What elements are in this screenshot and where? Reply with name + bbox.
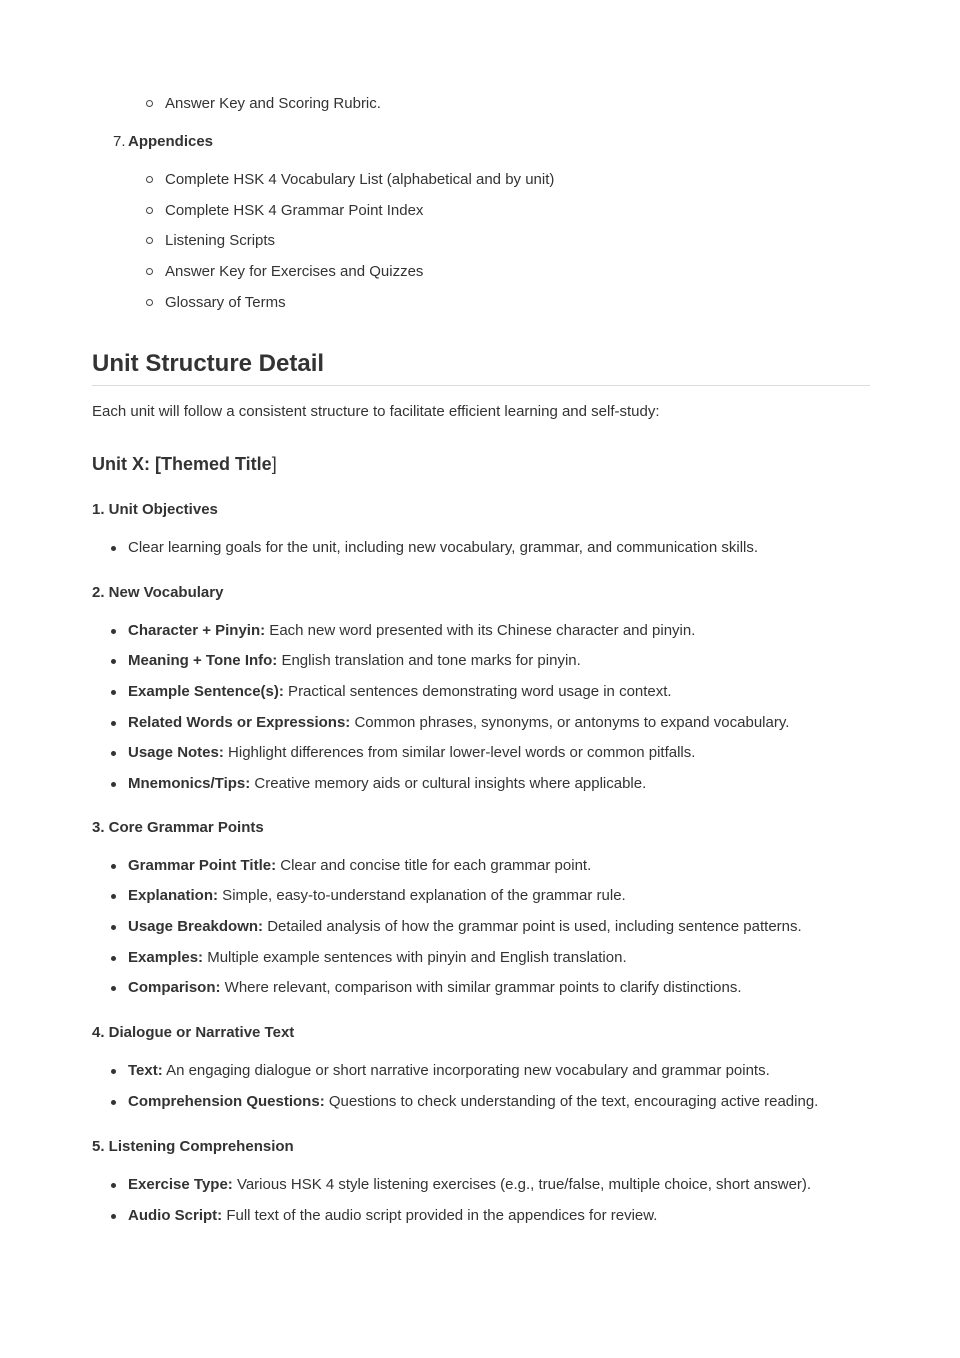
item-label: Mnemonics/Tips:	[128, 775, 251, 792]
item-text: Questions to check understanding of the text, encouraging active reading.	[324, 1093, 819, 1110]
disc-bullet	[111, 986, 116, 991]
list-item	[128, 682, 672, 702]
item-text: Practical sentences demonstrating word usage in context.	[283, 683, 672, 700]
item-label: Related Words or Expressions:	[128, 714, 351, 731]
item-label: Example Sentence(s):	[128, 683, 284, 700]
list-item	[128, 713, 789, 733]
item-label: Comprehension Questions:	[128, 1093, 325, 1110]
item-text: Clear learning goals for the unit, including new vocabulary, grammar, and communication skills.	[128, 539, 759, 556]
disc-bullet	[111, 1214, 116, 1219]
item-text: Multiple example sentences with pinyin and English translation.	[203, 949, 627, 966]
list-item	[128, 621, 695, 641]
list-item	[128, 538, 758, 558]
list-item	[128, 1092, 818, 1112]
circle-bullet	[146, 207, 153, 214]
list-item	[128, 856, 591, 876]
item-label: Text:	[128, 1062, 163, 1079]
item-text: Full text of the audio script provided in the appendices for review.	[222, 1207, 658, 1224]
list-item	[128, 886, 626, 906]
item-text: An engaging dialogue or short narrative incorporating new vocabulary and grammar points.	[162, 1062, 770, 1079]
list-item	[128, 1061, 770, 1081]
circle-bullet	[146, 268, 153, 275]
list-item	[128, 978, 742, 998]
section-title: Unit Structure Detail	[92, 350, 325, 377]
disc-bullet	[111, 751, 116, 756]
disc-bullet	[111, 956, 116, 961]
subsection-heading: 2. New Vocabulary	[92, 584, 224, 601]
subsection-heading: 1. Unit Objectives	[92, 501, 218, 518]
disc-bullet	[111, 1069, 116, 1074]
circle-bullet	[146, 299, 153, 306]
disc-bullet	[111, 864, 116, 869]
section-intro: Each unit will follow a consistent structure to facilitate efficient learning and self-study:	[92, 403, 660, 420]
unit-title-prefix: Unit X: [	[92, 454, 161, 474]
subsection-heading: 3. Core Grammar Points	[92, 819, 264, 836]
item-label: Explanation:	[128, 887, 219, 904]
list-item	[128, 1206, 657, 1226]
list-item	[128, 1175, 811, 1195]
disc-bullet	[111, 894, 116, 899]
item-label: Meaning + Tone Info:	[128, 652, 278, 669]
sub-list-item: Answer Key and Scoring Rubric.	[165, 95, 381, 112]
item-label: Exercise Type:	[128, 1176, 233, 1193]
item-label: Comparison:	[128, 979, 221, 996]
item-text: English translation and tone marks for pinyin.	[277, 652, 581, 669]
item-label: Character + Pinyin:	[128, 622, 266, 639]
item-label: Examples:	[128, 949, 204, 966]
item-text: Where relevant, comparison with similar grammar points to clarify distinctions.	[220, 979, 742, 996]
circle-bullet	[146, 100, 153, 107]
item-label: Audio Script:	[128, 1207, 223, 1224]
item-label: Usage Notes:	[128, 744, 224, 761]
item-text: Detailed analysis of how the grammar point is used, including sentence patterns.	[263, 918, 802, 935]
list-item	[128, 948, 627, 968]
list-item	[128, 651, 581, 671]
subsection-heading: 4. Dialogue or Narrative Text	[92, 1024, 295, 1041]
item-text: Creative memory aids or cultural insights where applicable.	[250, 775, 647, 792]
item-text: Simple, easy-to-understand explanation of the grammar rule.	[218, 887, 626, 904]
disc-bullet	[111, 690, 116, 695]
item-text: Various HSK 4 style listening exercises (e.g., true/false, multiple choice, short answer).	[232, 1176, 812, 1193]
item-text: Clear and concise title for each grammar point.	[276, 857, 592, 874]
list-item	[128, 774, 646, 794]
ordered-list-number: 7.	[113, 133, 126, 150]
item-label: Grammar Point Title:	[128, 857, 277, 874]
list-item	[128, 743, 695, 763]
disc-bullet	[111, 1183, 116, 1188]
subsection-heading: 5. Listening Comprehension	[92, 1138, 294, 1155]
circle-bullet	[146, 237, 153, 244]
disc-bullet	[111, 659, 116, 664]
section-divider	[92, 385, 870, 386]
disc-bullet	[111, 721, 116, 726]
sub-list-item: Complete HSK 4 Vocabulary List (alphabetical and by unit)	[165, 171, 555, 188]
sub-list-item: Complete HSK 4 Grammar Point Index	[165, 202, 424, 219]
list-item	[128, 917, 802, 937]
sub-list-item: Listening Scripts	[165, 232, 276, 249]
unit-title	[92, 452, 277, 476]
item-text: Common phrases, synonyms, or antonyms to expand vocabulary.	[350, 714, 790, 731]
item-label: Usage Breakdown:	[128, 918, 264, 935]
unit-title-bold: Themed Title	[161, 454, 272, 474]
sub-list-item: Glossary of Terms	[165, 294, 286, 311]
disc-bullet	[111, 629, 116, 634]
disc-bullet	[111, 782, 116, 787]
disc-bullet	[111, 1100, 116, 1105]
circle-bullet	[146, 176, 153, 183]
item-text: Highlight differences from similar lower-level words or common pitfalls.	[223, 744, 696, 761]
item-text: Each new word presented with its Chinese character and pinyin.	[265, 622, 696, 639]
appendices-title: Appendices	[128, 133, 214, 150]
disc-bullet	[111, 925, 116, 930]
unit-title-suffix: ]	[271, 454, 277, 474]
disc-bullet	[111, 546, 116, 551]
sub-list-item: Answer Key for Exercises and Quizzes	[165, 263, 424, 280]
